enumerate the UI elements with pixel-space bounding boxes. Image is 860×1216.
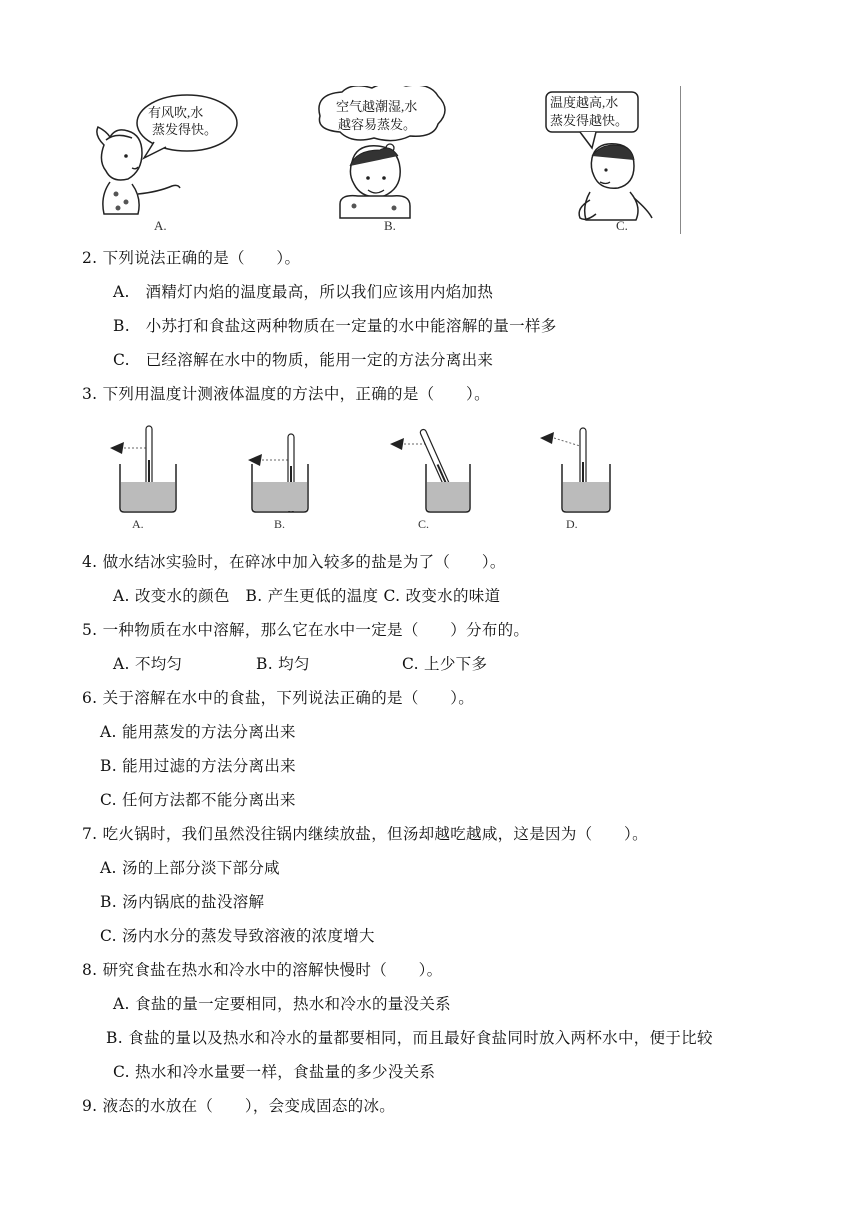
cartoon-b-speech-line-1: 空气越潮湿,水 [336, 99, 418, 114]
q6-option-c: C. 任何方法都不能分离出来 [100, 791, 296, 809]
q8-option-a: A. 食盐的量一定要相同，热水和冷水的量没关系 [113, 995, 451, 1013]
q5-option-c: C. 上少下多 [402, 655, 488, 673]
cartoon-a-speech-line-1: 有风吹,水 [148, 105, 204, 120]
cartoon-figure-b [310, 86, 480, 236]
cartoon-figure-a [82, 90, 282, 235]
thermometer-figure-c [386, 420, 476, 532]
q8-option-c: C. 热水和冷水量要一样，食盐量的多少没关系 [113, 1063, 436, 1081]
q3-stem: 3. 下列用温度计测液体温度的方法中，正确的是（ ）。 [82, 385, 490, 403]
q4-options: A. 改变水的颜色 B. 产生更低的温度 C. 改变水的味道 [113, 587, 501, 605]
thermometer-b-label: B. [274, 517, 286, 531]
q7-option-a: A. 汤的上部分淡下部分咸 [100, 859, 280, 877]
cartoon-c-speech-line-1: 温度越高,水 [550, 95, 619, 110]
cartoon-figure-c [540, 86, 685, 236]
q8-stem: 8. 研究食盐在热水和冷水中的溶解快慢时（ ）。 [82, 961, 443, 979]
cartoon-a-label: A. [154, 218, 167, 233]
q9-stem: 9. 液态的水放在（ ），会变成固态的冰。 [82, 1097, 396, 1115]
q5-option-a: A. 不均匀 [113, 655, 183, 673]
q5-stem: 5. 一种物质在水中溶解，那么它在水中一定是（ ）分布的。 [82, 621, 530, 639]
q7-stem: 7. 吃火锅时，我们虽然没往锅内继续放盐，但汤却越吃越咸，这是因为（ ）。 [82, 825, 648, 843]
thermometer-figure-a [106, 420, 186, 532]
q2-stem: 2. 下列说法正确的是（ ）。 [82, 249, 301, 267]
cartoon-c-speech-line-2: 蒸发得越快。 [550, 113, 629, 128]
thermometer-c-label: C. [418, 517, 430, 531]
thermometer-figure-d [536, 420, 616, 532]
q7-option-b: B. 汤内锅底的盐没溶解 [100, 893, 265, 911]
q6-option-a: A. 能用蒸发的方法分离出来 [100, 723, 296, 741]
q7-option-c: C. 汤内水分的蒸发导致溶液的浓度增大 [100, 927, 375, 945]
figure-right-border [680, 86, 681, 234]
q6-stem: 6. 关于溶解在水中的食盐，下列说法正确的是（ ）。 [82, 689, 475, 707]
q2-option-a: A. 酒精灯内焰的温度最高，所以我们应该用内焰加热 [113, 283, 494, 301]
cartoon-c-label: C. [616, 218, 628, 233]
q6-option-b: B. 能用过滤的方法分离出来 [100, 757, 296, 775]
q8-option-b: B. 食盐的量以及热水和冷水的量都要相同，而且最好食盐同时放入两杯水中，便于比较 [106, 1029, 713, 1047]
cartoon-a-speech-line-2: 蒸发得快。 [152, 122, 218, 137]
thermometer-figure-b [244, 420, 324, 532]
q2-option-c: C. 已经溶解在水中的物质，能用一定的方法分离出来 [113, 351, 494, 369]
q4-stem: 4. 做水结冰实验时，在碎冰中加入较多的盐是为了（ ）。 [82, 553, 506, 571]
cartoon-b-speech-line-2: 越容易蒸发。 [338, 117, 417, 132]
cartoon-b-label: B. [384, 218, 396, 233]
thermometer-d-label: D. [566, 517, 578, 531]
q2-option-b: B. 小苏打和食盐这两种物质在一定量的水中能溶解的量一样多 [113, 317, 557, 335]
thermometer-a-label: A. [132, 517, 144, 531]
q5-option-b: B. 均匀 [256, 655, 310, 673]
